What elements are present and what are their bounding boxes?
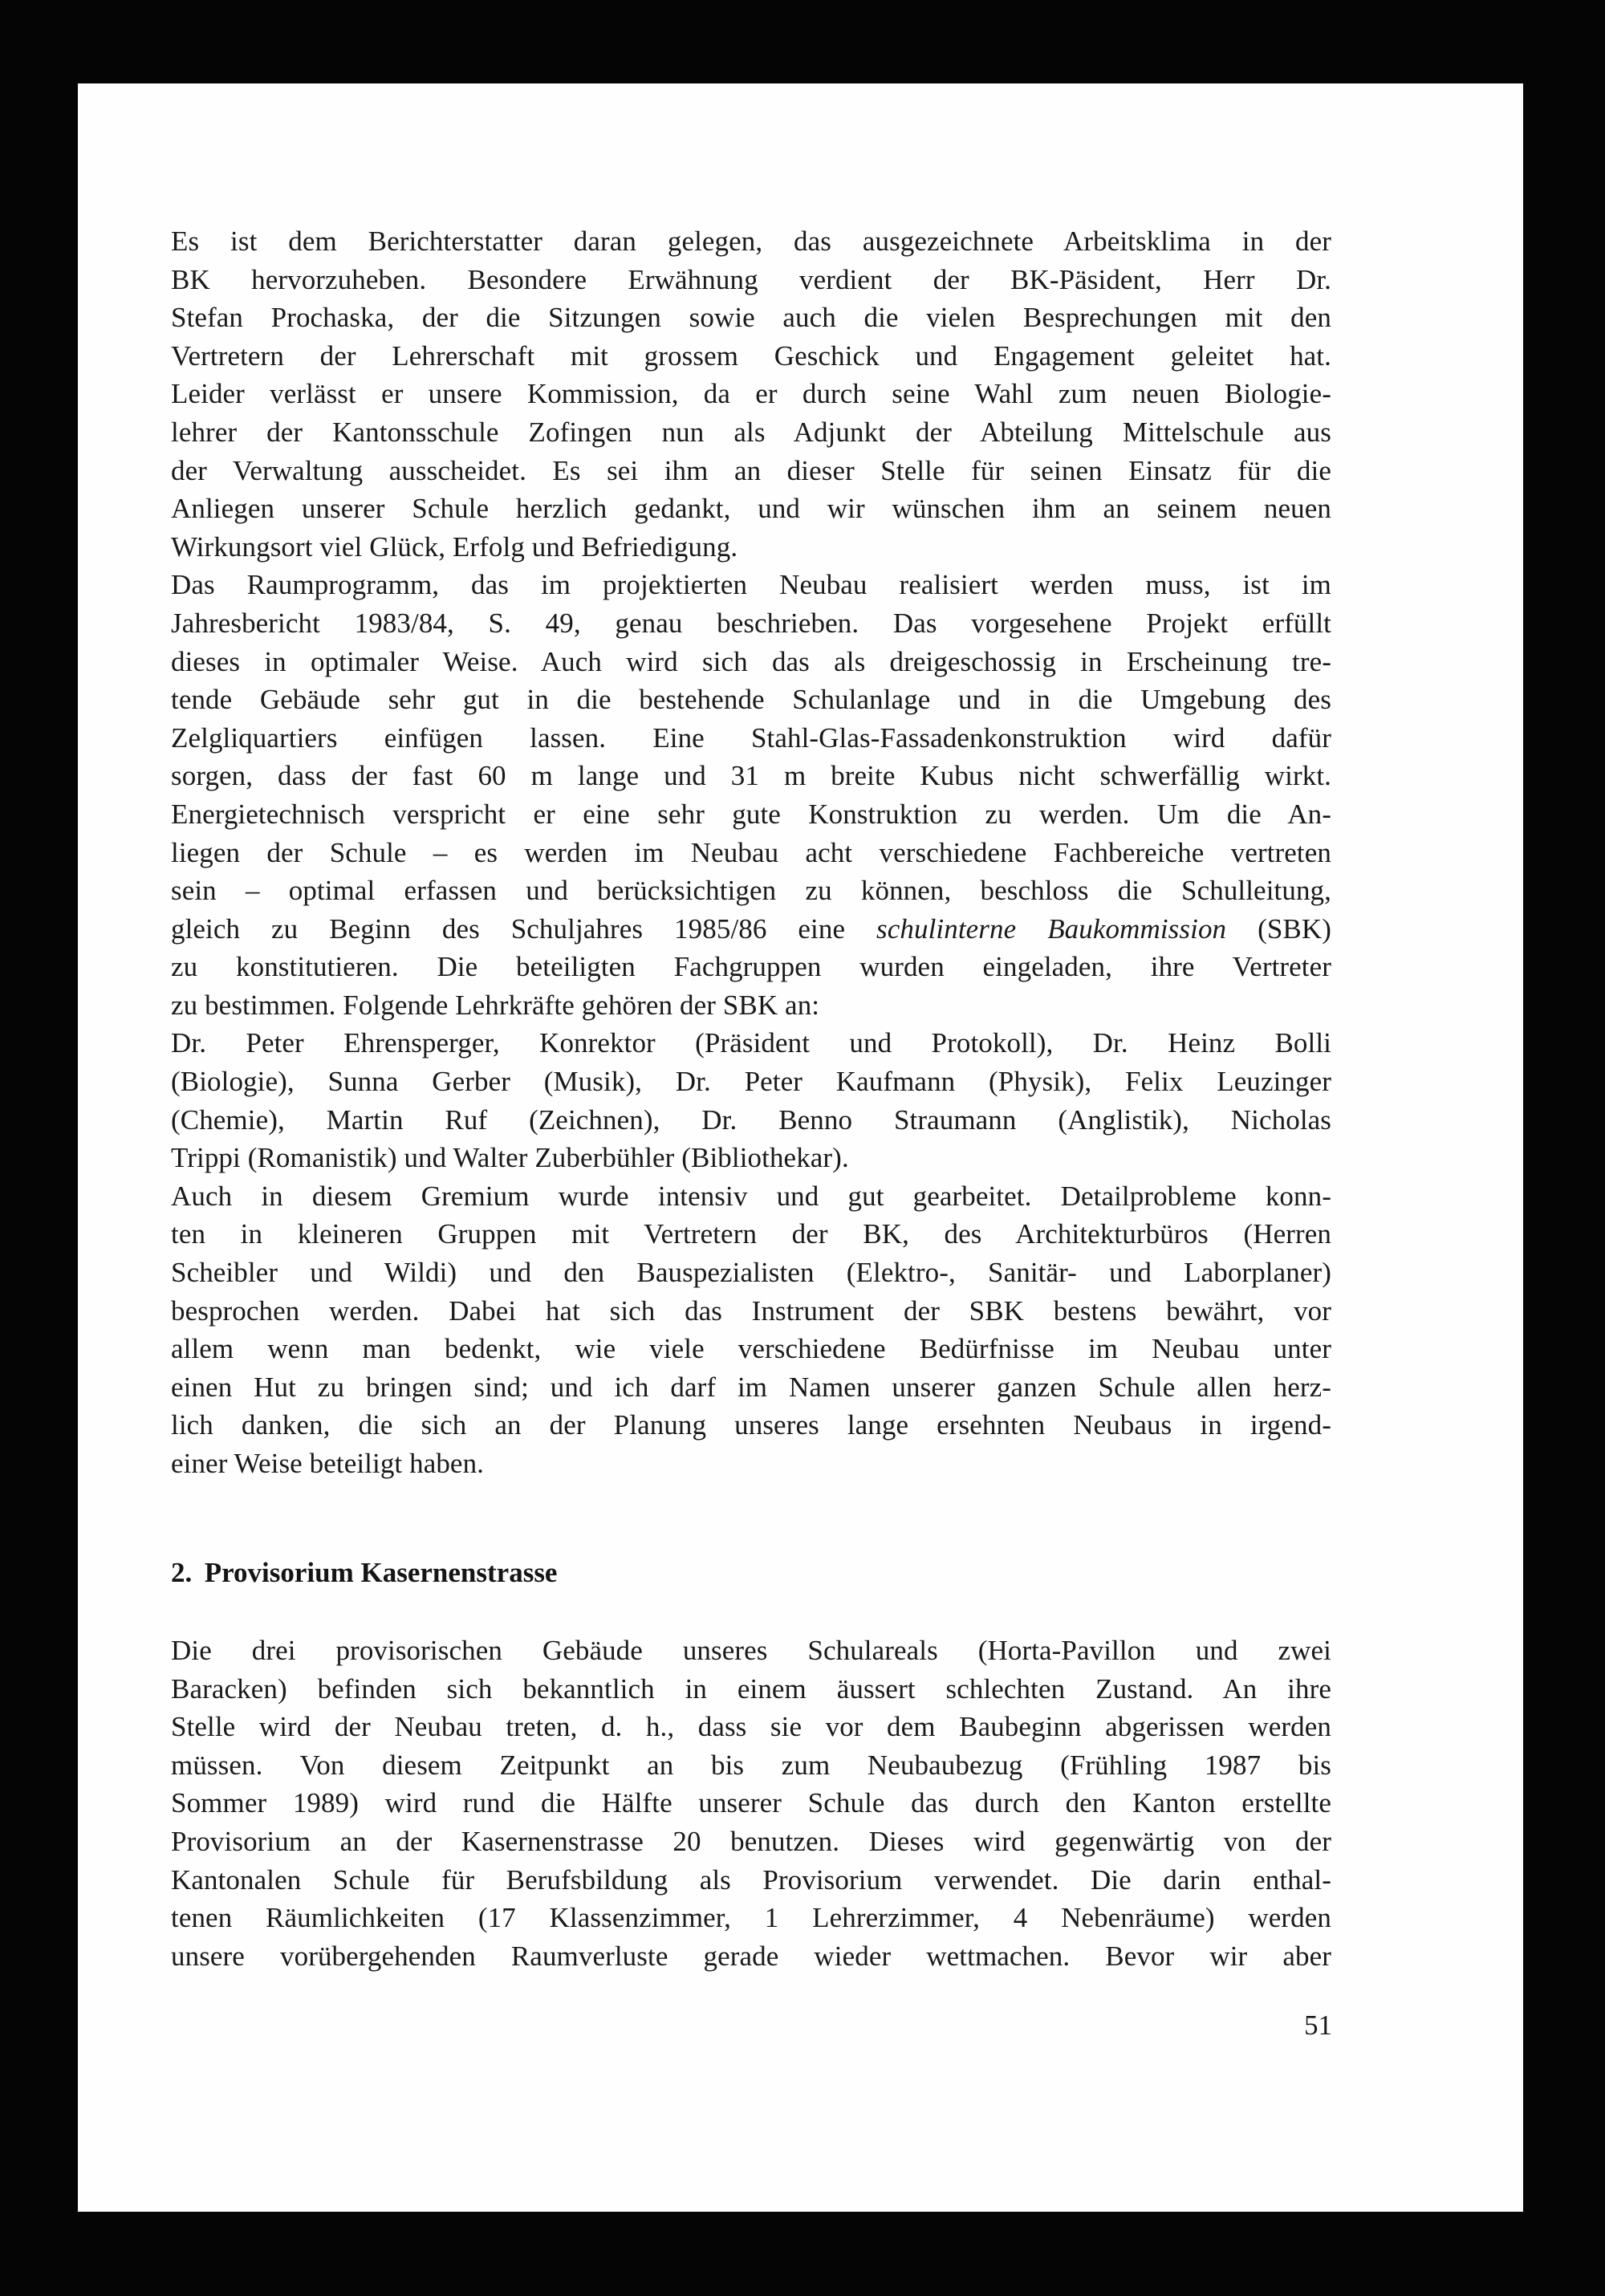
text-line: besprochen werden. Dabei hat sich das Instrument der SBK bestens bewährt, vor: [171, 1294, 1331, 1327]
text-fragment: (SBK): [1226, 912, 1331, 945]
text-line: Die drei provisorischen Gebäude unseres Schulareals (Horta-Pavillon und zwei: [171, 1635, 1331, 1666]
text-line: Anliegen unserer Schule herzlich gedankt, und wir wünschen ihm an seinem neuen: [171, 493, 1331, 525]
text-line: zu bestimmen. Folgende Lehrkräfte gehören der SBK an:: [171, 989, 820, 1021]
text-line: Zelgliquartiers einfügen lassen. Eine Stahl-Glas-Fassadenkonstruktion wird dafür: [171, 721, 1331, 754]
section-number: 2.: [171, 1557, 193, 1588]
text-line: sorgen, dass der fast 60 m lange und 31 m breite Kubus nicht schwerfällig wirkt.: [171, 760, 1331, 792]
text-line: lehrer der Kantonsschule Zofingen nun als Adjunkt der Abteilung Mittelschule aus: [171, 416, 1331, 448]
text-line: der Verwaltung ausscheidet. Es sei ihm an dieser Stelle für seinen Einsatz für die: [171, 454, 1331, 486]
section-title: Provisorium Kasernenstrasse: [204, 1557, 558, 1588]
text-line: lich danken, die sich an der Planung unseres lange ersehnten Neubaus in irgend-: [171, 1409, 1331, 1441]
text-line: sein – optimal erfassen und berücksichtigen zu können, beschloss die Schulleitung,: [171, 875, 1331, 907]
text-line: liegen der Schule – es werden im Neubau acht verschiedene Fachbereiche vertreten: [171, 836, 1331, 868]
text-line: ten in kleineren Gruppen mit Vertretern der BK, des Architekturbüros (Herren: [171, 1218, 1331, 1250]
text-line: einer Weise beteiligt haben.: [171, 1448, 485, 1479]
text-line: BK hervorzuheben. Besondere Erwähnung verdient der BK-Päsident, Herr Dr.: [171, 263, 1331, 295]
text-line: Trippi (Romanistik) und Walter Zuberbühler (Bibliothekar).: [171, 1142, 849, 1174]
text-line: dieses in optimaler Weise. Auch wird sich das als dreigeschossig in Erscheinung tre-: [171, 645, 1331, 677]
text-line: tenen Räumlichkeiten (17 Klassenzimmer, 1 Lehrerzimmer, 4 Nebenräume) werden: [171, 1902, 1331, 1934]
text-line: allem wenn man bedenkt, wie viele verschiedene Bedürfnisse im Neubau unter: [171, 1333, 1331, 1365]
text-line-with-italic: [171, 910, 1331, 949]
text-line: Kantonalen Schule für Berufsbildung als Provisorium verwendet. Die darin enthal-: [171, 1863, 1331, 1896]
text-line: (Chemie), Martin Ruf (Zeichnen), Dr. Benno Straumann (Anglistik), Nicholas: [171, 1103, 1331, 1136]
document-page: [78, 83, 1523, 2212]
text-line: Stefan Prochaska, der die Sitzungen sowie auch die vielen Besprechungen mit den: [171, 302, 1331, 334]
text-line: Wirkungsort viel Glück, Erfolg und Befriedigung.: [171, 530, 738, 563]
text-line: unsere vorübergehenden Raumverluste gerade wieder wettmachen. Bevor wir aber: [171, 1940, 1331, 1972]
section-1-body: [171, 222, 1331, 1483]
text-line: Vertretern der Lehrerschaft mit grossem Geschick und Engagement geleitet hat.: [171, 339, 1331, 372]
text-line: Baracken) befinden sich bekanntlich in einem äussert schlechten Zustand. An ihre: [171, 1672, 1331, 1705]
text-line: müssen. Von diesem Zeitpunkt an bis zum Neubaubezug (Frühling 1987 bis: [171, 1749, 1331, 1781]
text-line: zu konstitutieren. Die beteiligten Fachgruppen wurden eingeladen, ihre Vertreter: [171, 951, 1331, 983]
text-line: Scheibler und Wildi) und den Bauspezialisten (Elektro-, Sanitär- und Laborplaner): [171, 1257, 1331, 1289]
text-line: Provisorium an der Kasernenstrasse 20 benutzen. Dieses wird gegenwärtig von der: [171, 1825, 1331, 1857]
text-fragment: gleich zu Beginn des Schuljahres 1985/86 eine: [171, 912, 877, 945]
page-number: 51: [1304, 2010, 1332, 2041]
text-line: einen Hut zu bringen sind; und ich darf im Namen unserer ganzen Schule allen herz-: [171, 1371, 1331, 1403]
italic-term-schulinterne-baukommission: schulinterne Baukommission: [876, 912, 1227, 945]
text-line: Es ist dem Berichterstatter daran gelegen, das ausgezeichnete Arbeitsklima in der: [171, 226, 1331, 257]
text-line: Dr. Peter Ehrensperger, Konrektor (Präsident und Protokoll), Dr. Heinz Bolli: [171, 1027, 1331, 1059]
section-2-body: [171, 1632, 1331, 1975]
text-line: Energietechnisch verspricht er eine sehr gute Konstruktion zu werden. Um die An-: [171, 798, 1331, 830]
text-line: Sommer 1989) wird rund die Hälfte unserer Schule das durch den Kanton erstellte: [171, 1787, 1331, 1819]
text-line: Auch in diesem Gremium wurde intensiv und gut gearbeitet. Detailprobleme konn-: [171, 1180, 1331, 1212]
text-line: Stelle wird der Neubau treten, d. h., dass sie vor dem Baubeginn abgerissen werden: [171, 1711, 1331, 1743]
text-line: (Biologie), Sunna Gerber (Musik), Dr. Peter Kaufmann (Physik), Felix Leuzinger: [171, 1066, 1331, 1098]
text-line: Das Raumprogramm, das im projektierten Neubau realisiert werden muss, ist im: [171, 569, 1331, 601]
section-heading: [171, 1554, 557, 1591]
text-line: tende Gebäude sehr gut in die bestehende Schulanlage und in die Umgebung des: [171, 684, 1331, 716]
text-line: Leider verlässt er unsere Kommission, da er durch seine Wahl zum neuen Biologie-: [171, 378, 1331, 410]
text-line: Jahresbericht 1983/84, S. 49, genau beschrieben. Das vorgesehene Projekt erfüllt: [171, 607, 1331, 639]
